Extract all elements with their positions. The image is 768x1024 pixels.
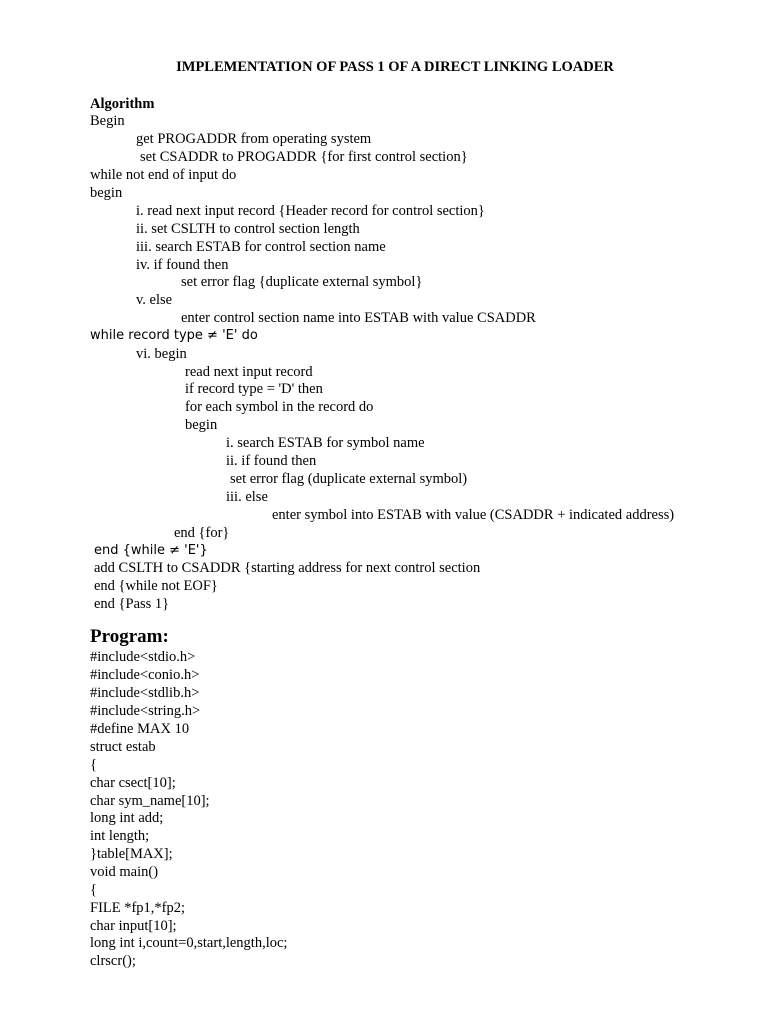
program-line: { bbox=[90, 757, 97, 773]
program-line: char csect[10]; bbox=[90, 775, 176, 791]
algorithm-line: ii. set CSLTH to control section length bbox=[136, 221, 360, 237]
program-line: #include<conio.h> bbox=[90, 667, 200, 683]
document-title: IMPLEMENTATION OF PASS 1 OF A DIRECT LINKING LOADER bbox=[176, 59, 614, 75]
algorithm-line: Begin bbox=[90, 113, 125, 129]
program-line: #define MAX 10 bbox=[90, 721, 190, 737]
program-line: #include<string.h> bbox=[90, 703, 201, 719]
program-line: char sym_name[10]; bbox=[90, 793, 210, 809]
algorithm-line: end {while not EOF} bbox=[94, 578, 218, 594]
algorithm-line: while not end of input do bbox=[90, 167, 237, 183]
algorithm-line: iii. else bbox=[226, 489, 268, 505]
program-line: }table[MAX]; bbox=[90, 846, 173, 862]
algorithm-line: vi. begin bbox=[136, 346, 187, 362]
program-line: { bbox=[90, 882, 97, 898]
algorithm-line: enter symbol into ESTAB with value (CSADDR + indicated address) bbox=[272, 507, 675, 523]
algorithm-line: end {for} bbox=[174, 525, 230, 541]
program-line: FILE *fp1,*fp2; bbox=[90, 900, 186, 916]
algorithm-line: while record type ≠ 'E' do bbox=[90, 328, 258, 343]
algorithm-line: get PROGADDR from operating system bbox=[136, 131, 372, 147]
algorithm-line: end {while ≠ 'E'} bbox=[94, 543, 208, 558]
program-line: clrscr(); bbox=[90, 953, 136, 969]
algorithm-line: end {Pass 1} bbox=[94, 596, 170, 612]
algorithm-line: set error flag {duplicate external symbol} bbox=[181, 274, 423, 290]
program-line: int length; bbox=[90, 828, 150, 844]
algorithm-line: set CSADDR to PROGADDR {for first control section} bbox=[140, 149, 468, 165]
program-line: #include<stdlib.h> bbox=[90, 685, 200, 701]
program-line: struct estab bbox=[90, 739, 156, 755]
program-line: #include<stdio.h> bbox=[90, 649, 196, 665]
algorithm-line: iii. search ESTAB for control section name bbox=[136, 239, 386, 255]
algorithm-line: add CSLTH to CSADDR {starting address for next control section bbox=[94, 560, 481, 576]
program-heading: Program: bbox=[90, 626, 169, 647]
algorithm-line: set error flag (duplicate external symbol) bbox=[230, 471, 468, 487]
program-line: long int add; bbox=[90, 810, 164, 826]
algorithm-heading: Algorithm bbox=[90, 96, 155, 112]
algorithm-line: ii. if found then bbox=[226, 453, 317, 469]
algorithm-line: read next input record bbox=[185, 364, 313, 380]
algorithm-line: begin bbox=[185, 417, 218, 433]
algorithm-line: v. else bbox=[136, 292, 173, 308]
program-line: void main() bbox=[90, 864, 159, 880]
algorithm-line: if record type = 'D' then bbox=[185, 381, 323, 397]
algorithm-line: enter control section name into ESTAB with value CSADDR bbox=[181, 310, 536, 326]
program-line: long int i,count=0,start,length,loc; bbox=[90, 935, 288, 951]
algorithm-line: iv. if found then bbox=[136, 257, 229, 273]
program-line: char input[10]; bbox=[90, 918, 177, 934]
algorithm-line: for each symbol in the record do bbox=[185, 399, 374, 415]
algorithm-line: i. search ESTAB for symbol name bbox=[226, 435, 425, 451]
algorithm-line: begin bbox=[90, 185, 123, 201]
algorithm-line: i. read next input record {Header record for control section} bbox=[136, 203, 485, 219]
